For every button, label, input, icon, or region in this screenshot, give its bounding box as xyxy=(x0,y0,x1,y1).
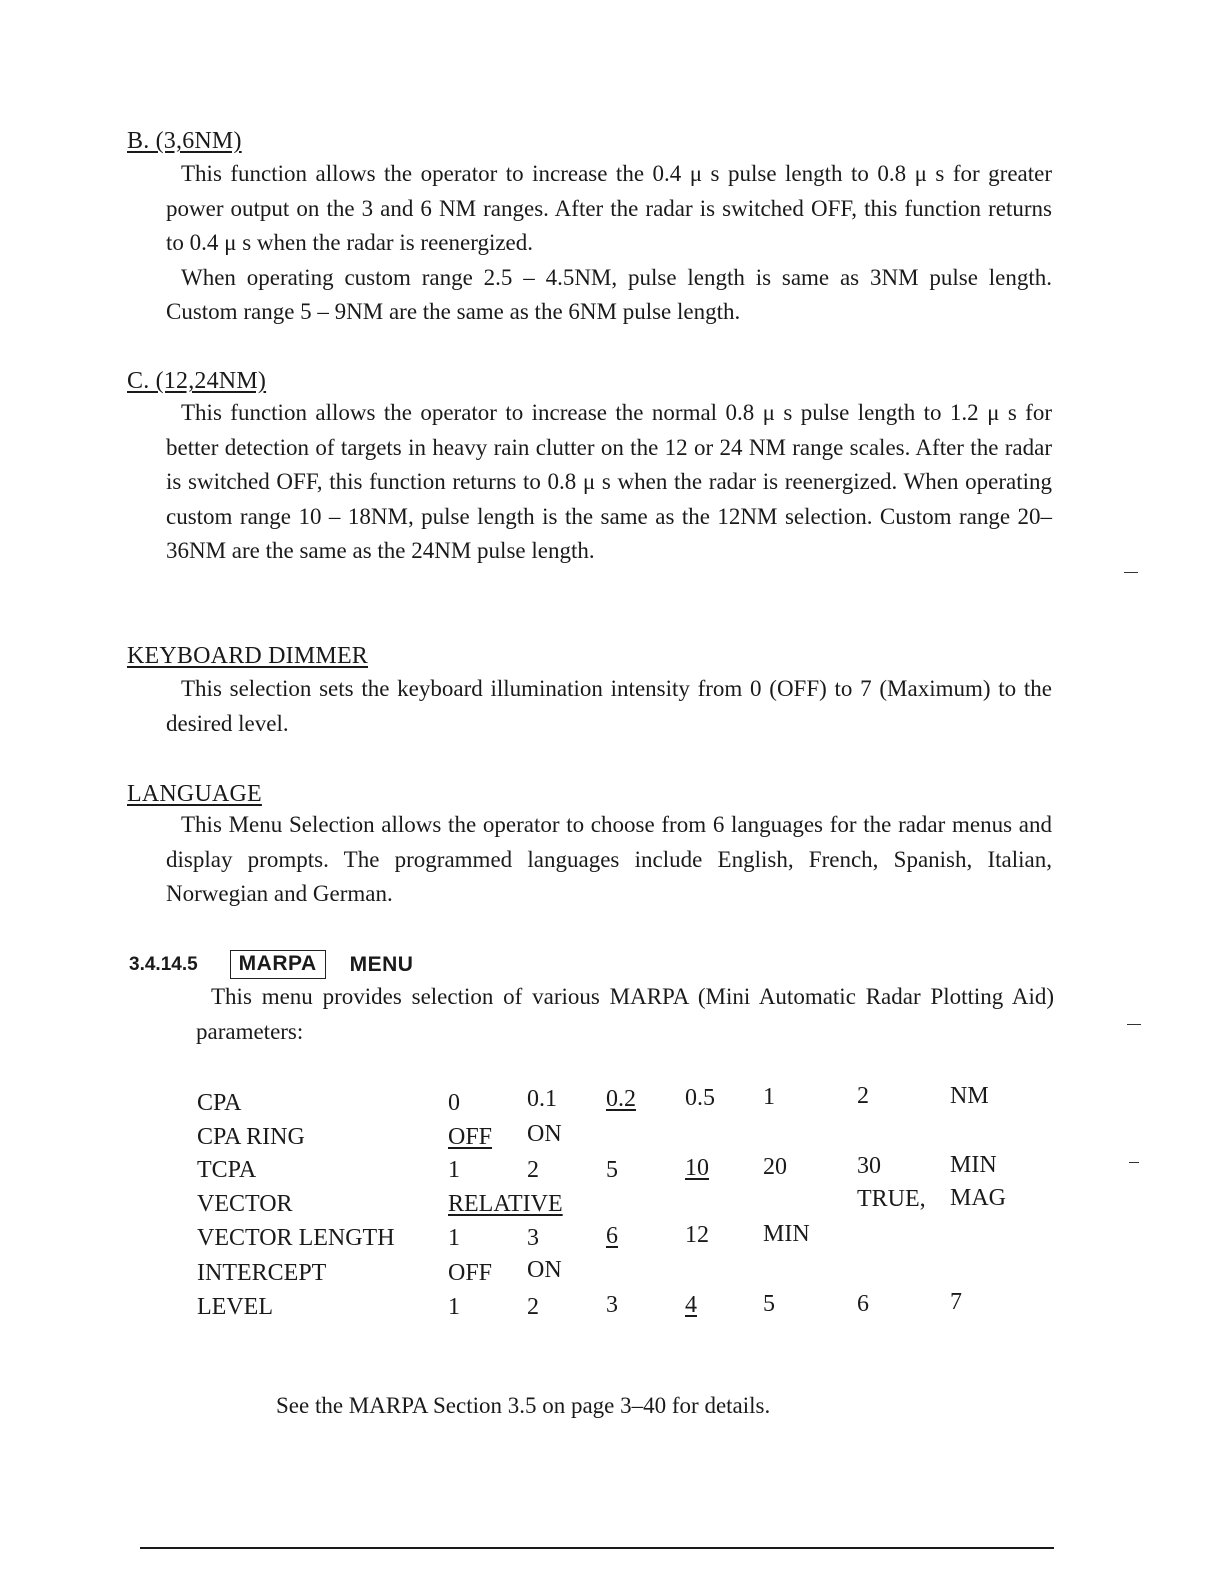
marpa-option: 1 xyxy=(448,1225,460,1251)
keyboard-dimmer-body xyxy=(166,672,1052,741)
section-c-body xyxy=(166,396,1052,569)
marpa-option: 7 xyxy=(950,1289,962,1315)
paragraph: This selection sets the keyboard illumination intensity from 0 (OFF) to 7 (Maximum) to the desired level. xyxy=(166,676,1052,736)
footer-rule xyxy=(140,1547,1054,1549)
marpa-option: 1 xyxy=(763,1084,775,1110)
marpa-row-label: CPA xyxy=(197,1090,242,1116)
marpa-option-default: 0.2 xyxy=(606,1086,636,1112)
heading-language: LANGUAGE xyxy=(127,781,262,807)
menu-label: MENU xyxy=(349,952,414,976)
marpa-option: 1 xyxy=(448,1157,460,1183)
section-b-body xyxy=(166,157,1052,330)
marpa-option-default: 4 xyxy=(685,1292,697,1318)
marpa-option: 3 xyxy=(606,1292,618,1318)
marpa-option: OFF xyxy=(448,1260,493,1286)
section-number: 3.4.14.5 xyxy=(129,953,198,975)
marpa-option-default: 6 xyxy=(606,1223,618,1249)
marpa-row-label: TCPA xyxy=(197,1157,257,1183)
heading-c: C. (12,24NM) xyxy=(127,368,267,394)
marpa-option: 2 xyxy=(527,1294,539,1320)
marpa-option: 5 xyxy=(763,1291,775,1317)
marpa-section-heading xyxy=(129,950,413,979)
marpa-option: 2 xyxy=(527,1157,539,1183)
marpa-option: TRUE, xyxy=(857,1186,926,1212)
paragraph: This menu provides selection of various MARPA (Mini Automatic Radar Plotting Aid) parameters: xyxy=(196,984,1054,1044)
marpa-option: 3 xyxy=(527,1225,539,1251)
marpa-option: 20 xyxy=(763,1154,787,1180)
scan-mark xyxy=(1127,1024,1141,1025)
marpa-option: 5 xyxy=(606,1157,618,1183)
marpa-option: 12 xyxy=(685,1222,709,1248)
marpa-option-default: RELATIVE xyxy=(448,1191,563,1217)
marpa-option-default: OFF xyxy=(448,1124,493,1150)
marpa-footnote: See the MARPA Section 3.5 on page 3–40 for details. xyxy=(276,1393,771,1418)
marpa-option-default: 10 xyxy=(685,1155,709,1181)
marpa-row-label: CPA RING xyxy=(197,1124,305,1150)
paragraph: This function allows the operator to increase the normal 0.8 μ s pulse length to 1.2 μ s for better detection of targets in heavy rain clutter on the 12 or 24 NM range scales. After the radar is switched OFF, this function returns to 0.8 μ s when the radar is reenergized. When operating custom range 10 – 18NM, pulse length is the same as the 12NM selection. Custom range 20–36NM are the same as the 24NM pulse length. xyxy=(166,400,1052,563)
marpa-option: 0.5 xyxy=(685,1085,715,1111)
scan-mark xyxy=(1124,572,1138,573)
marpa-option: 0.1 xyxy=(527,1086,557,1112)
marpa-row-label: VECTOR LENGTH xyxy=(197,1225,395,1251)
paragraph: This Menu Selection allows the operator to choose from 6 languages for the radar menus and display prompts. The programmed languages include English, French, Spanish, Italian, Norwegian and German. xyxy=(166,812,1052,906)
heading-b: B. (3,6NM) xyxy=(127,128,242,154)
paragraph: This function allows the operator to increase the 0.4 μ s pulse length to 0.8 μ s for greater power output on the 3 and 6 NM ranges. After the radar is switched OFF, this function returns to 0.4 μ s when the radar is reenergized. xyxy=(166,161,1052,255)
marpa-option: MIN xyxy=(763,1221,810,1247)
marpa-option: 2 xyxy=(857,1083,869,1109)
marpa-row-label: LEVEL xyxy=(197,1294,273,1320)
marpa-intro xyxy=(196,980,1054,1049)
language-body xyxy=(166,808,1052,912)
marpa-option: 1 xyxy=(448,1294,460,1320)
marpa-option: ON xyxy=(527,1257,562,1283)
marpa-option: 0 xyxy=(448,1090,460,1116)
marpa-option: 6 xyxy=(857,1291,869,1317)
marpa-option: 30 xyxy=(857,1153,881,1179)
marpa-row-label: INTERCEPT xyxy=(197,1260,327,1286)
marpa-option: ON xyxy=(527,1121,562,1147)
marpa-option: NM xyxy=(950,1083,989,1109)
heading-keyboard-dimmer: KEYBOARD DIMMER xyxy=(127,643,369,669)
paragraph: When operating custom range 2.5 – 4.5NM, pulse length is same as 3NM pulse length. Custom range 5 – 9NM are the same as the 6NM pulse length. xyxy=(166,264,1052,324)
marpa-row-label: VECTOR xyxy=(197,1191,293,1217)
marpa-option: MIN xyxy=(950,1152,997,1178)
scan-mark xyxy=(1129,1162,1139,1163)
marpa-option: MAG xyxy=(950,1185,1007,1211)
marpa-key-label: MARPA xyxy=(230,950,326,979)
